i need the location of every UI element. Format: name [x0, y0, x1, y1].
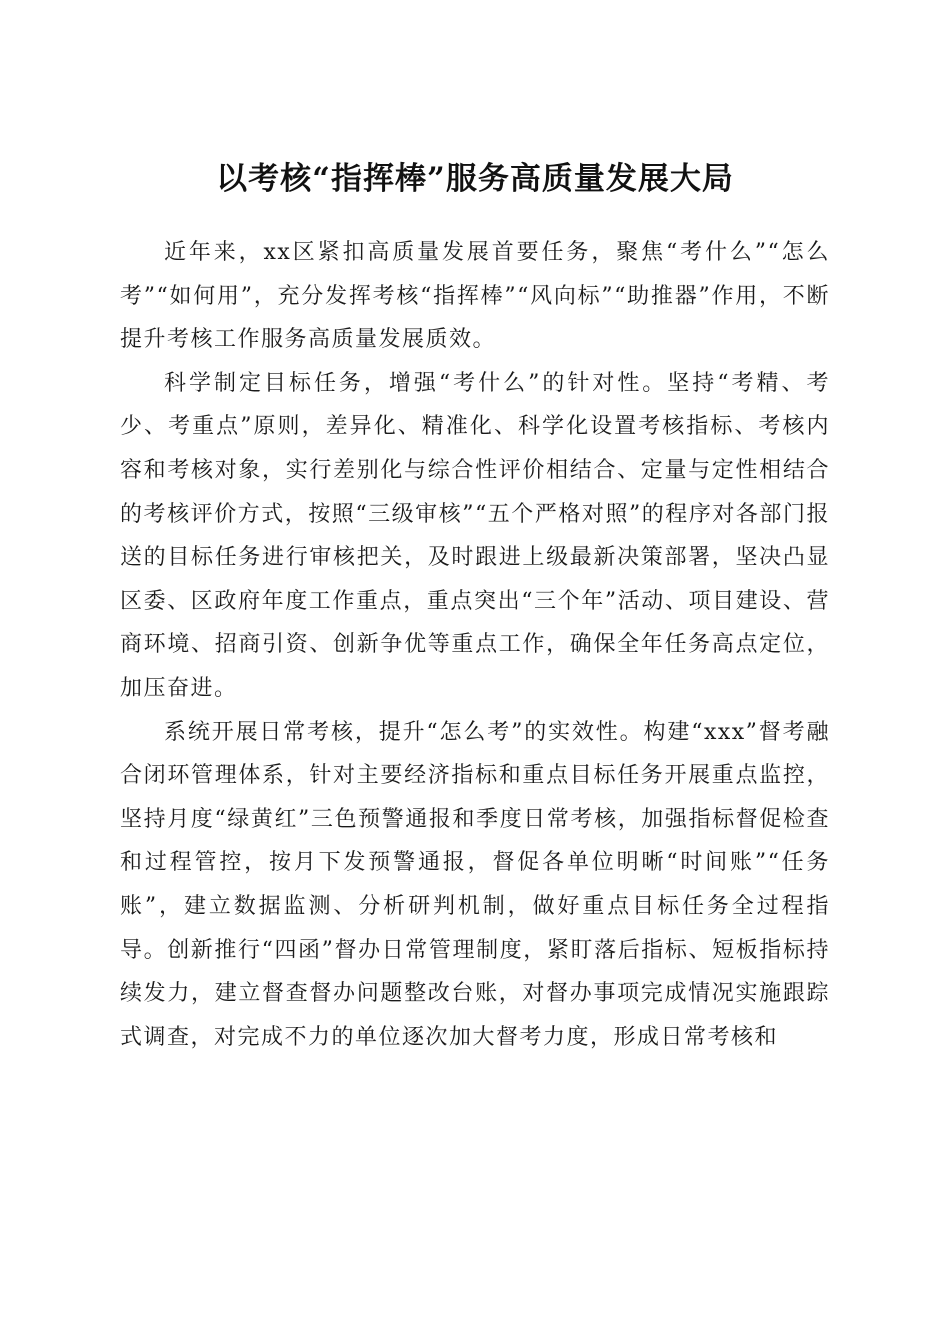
paragraph-intro: 近年来，xx区紧扣高质量发展首要任务，聚焦“考什么”“怎么考”“如何用”，充分发挥考核“指挥棒”“风向标”“助推器”作用，不断提升考核工作服务高质量发展质效。 [120, 240, 830, 353]
paragraph-targets: 科学制定目标任务，增强“考什么”的针对性。坚持“考精、考少、考重点”原则，差异化、精准化、科学化设置考核指标、考核内容和考核对象，实行差别化与综合性评价相结合、定量与定性相结合的考核评价方式，按照“三级审核”“五个严格对照”的程序对各部门报送的目标任务进行审核把关，及时跟进上级最新决策部署，坚决凸显区委、区政府年度工作重点，重点突出“三个年”活动、项目建设、营商环境、招商引资、创新争优等重点工作，确保全年任务高点定位，加压奋进。 [120, 370, 830, 701]
paragraph-daily-assessment: 系统开展日常考核，提升“怎么考”的实效性。构建“xxx”督考融合闭环管理体系，针对主要经济指标和重点目标任务开展重点监控，坚持月度“绿黄红”三色预警通报和季度日常考核，加强指标督促检查和过程管控，按月下发预警通报，督促各单位明晰“时间账”“任务账”，建立数据监测、分析研判机制，做好重点目标任务全过程指导。创新推行“四函”督办日常管理制度，紧盯落后指标、短板指标持续发力，建立督查督办问题整改台账，对督办事项完成情况实施跟踪式调查，对完成不力的单位逐次加大督考力度，形成日常考核和 [120, 719, 830, 1050]
document-title: 以考核“指挥棒”服务高质量发展大局 [216, 160, 734, 197]
document-body [120, 231, 830, 1059]
